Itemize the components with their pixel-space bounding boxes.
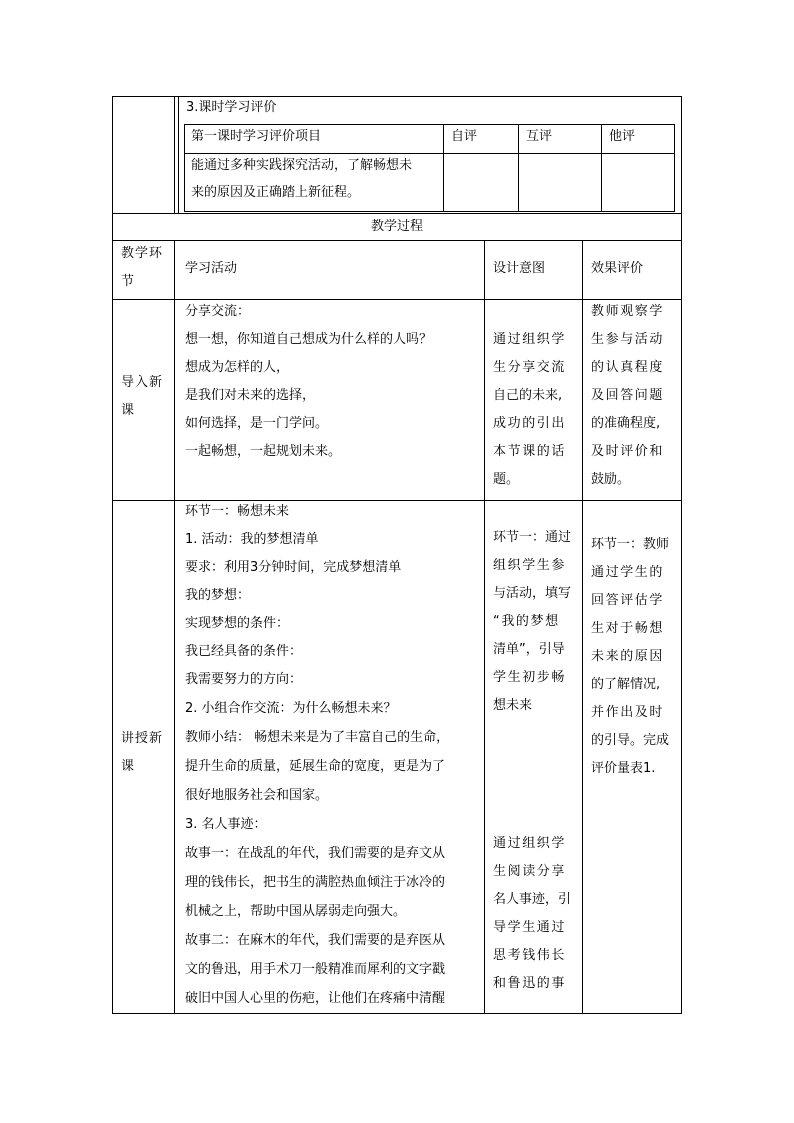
row2-intent-b-line-1: 通过组织学	[493, 836, 567, 851]
row2-intent-b-line-5: 思考钱伟长	[493, 948, 567, 963]
process-title-top	[112, 213, 682, 214]
row2-intent-a-line-1: 环节一：通过	[493, 530, 572, 545]
row2-intent-b-line-2: 生阅读分享	[493, 864, 567, 879]
row1-effect-line-4: 及回答问题	[591, 388, 665, 403]
row1-effect-line-5: 的准确程度,	[591, 416, 661, 431]
process-title: 教学过程	[370, 219, 423, 234]
col-header-stage-line-2: 节	[121, 274, 135, 289]
row1-intent-line-1: 通过组织学	[493, 332, 567, 347]
eval-col-5	[674, 124, 675, 212]
row1-effect-line-7: 鼓励。	[591, 472, 631, 487]
row2-activity-line-11: 很好地服务社会和国家。	[185, 788, 329, 803]
eval-header-self: 自评	[451, 129, 478, 144]
eval-row-item-line-2: 来的原因及正确踏上新征程。	[191, 185, 361, 200]
process-col-2	[484, 240, 485, 1014]
row2-intent-b-line-3: 名人事迹，引	[493, 892, 572, 907]
row2-effect-line-3: 回答评估学	[591, 593, 665, 608]
row1-intent-line-6: 题。	[493, 472, 520, 487]
row2-activity-line-13: 故事一：在战乱的年代，我们需要的是弃文从	[185, 846, 446, 861]
row2-activity-line-16: 故事二：在麻木的年代，我们需要的是弃医从	[185, 933, 446, 948]
process-col-3	[582, 240, 583, 1014]
row1-bottom	[112, 500, 682, 501]
row2-activity-line-7: 我需要努力的方向：	[185, 672, 303, 687]
col-header-intent: 设计意图	[493, 261, 546, 276]
row2-activity-line-8: 2. 小组合作交流：为什么畅想未来？	[185, 701, 397, 716]
row2-effect-line-6: 的了解情况,	[591, 677, 661, 692]
row1-activity-line-6: 一起畅想，一起规划未来。	[185, 444, 342, 459]
row2-intent-a-line-5: 清单”，引导	[493, 642, 565, 657]
row2-activity-line-2: 1. 活动：我的梦想清单	[185, 532, 319, 547]
row2-intent-a-line-7: 想未来	[493, 698, 533, 713]
row2-intent-a-line-3: 与活动，填写	[493, 586, 572, 601]
row1-intent-line-4: 成功的引出	[493, 416, 567, 431]
row1-intent-line-5: 本节课的话	[493, 444, 567, 459]
row2-activity-line-1: 环节一：畅想未来	[185, 504, 290, 519]
eval-header-mutual: 互评	[526, 129, 553, 144]
column-header-bottom	[112, 299, 682, 300]
row1-intent-line-2: 生分享交流	[493, 360, 567, 375]
row2-effect-line-4: 生对于畅想	[591, 621, 665, 636]
row2-effect-line-2: 通过学生的	[591, 565, 665, 580]
row2-stage-line-2: 课	[121, 759, 135, 774]
row2-activity-line-14: 理的钱伟长，把书生的满腔热血倾注于冰冷的	[185, 875, 446, 890]
row2-effect-line-8: 的引导。完成	[591, 733, 670, 748]
row2-intent-a-line-2: 组织学生参	[493, 558, 567, 573]
row2-activity-line-10: 提升生命的质量，延展生命的宽度，更是为了	[185, 759, 446, 774]
eval-col-2	[443, 124, 444, 212]
eval-heading: 3.课时学习评价	[186, 100, 277, 115]
eval-col-1	[184, 124, 185, 212]
row2-effect-line-7: 并作出及时	[591, 705, 665, 720]
col-header-activity: 学习活动	[185, 261, 238, 276]
row1-activity-line-4: 是我们对未来的选择，	[185, 388, 316, 403]
eval-col-3	[518, 124, 519, 212]
row1-stage-line-1: 导入新	[121, 375, 164, 390]
row2-intent-a-line-4: “我的梦想	[493, 614, 560, 629]
row1-activity-line-1: 分享交流：	[185, 304, 251, 319]
row2-activity-line-9: 教师小结： 畅想未来是为了丰富自己的生命，	[185, 730, 450, 745]
row2-activity-line-4: 我的梦想：	[185, 588, 251, 603]
row2-intent-b-line-4: 导学生通过	[493, 920, 567, 935]
process-col-1	[174, 240, 175, 1014]
row2-activity-line-6: 我已经具备的条件：	[185, 644, 303, 659]
row1-effect-line-6: 及时评价和	[591, 444, 665, 459]
row1-intent-line-3: 自己的未来,	[493, 388, 563, 403]
row2-effect-line-5: 未来的原因	[591, 649, 665, 664]
row2-activity-line-17: 文的鲁迅，用手术刀一般精准而犀利的文字戳	[185, 962, 446, 977]
row2-effect-line-9: 评价量表1.	[591, 761, 656, 776]
col-header-effect: 效果评价	[591, 261, 644, 276]
row2-stage-line-1: 讲授新	[121, 731, 164, 746]
row1-effect-line-3: 的认真程度	[591, 360, 665, 375]
outer-top-border	[112, 96, 682, 97]
row1-activity-line-3: 想成为怎样的人，	[185, 360, 290, 375]
eval-header-other: 他评	[609, 129, 636, 144]
row1-effect-line-2: 生参与活动	[591, 332, 665, 347]
eval-row-item-line-1: 能通过多种实践探究活动，了解畅想未	[191, 158, 413, 173]
row2-activity-line-15: 机械之上，帮助中国从孱弱走向强大。	[185, 904, 407, 919]
row2-activity-line-18: 破旧中国人心里的伤疤，让他们在疼痛中清醒	[185, 991, 446, 1006]
outer-bottom-border	[112, 1013, 682, 1014]
row1-stage-line-2: 课	[121, 403, 135, 418]
eval-left-divider-2	[178, 96, 179, 213]
row1-effect-line-1: 教师观察学	[591, 304, 665, 319]
row1-activity-line-5: 如何选择，是一门学问。	[185, 416, 329, 431]
row2-activity-line-5: 实现梦想的条件：	[185, 616, 290, 631]
row2-activity-line-3: 要求：利用3分钟时间，完成梦想清单	[185, 560, 402, 575]
process-title-bottom	[112, 240, 682, 241]
row2-activity-line-12: 3. 名人事迹：	[185, 817, 267, 832]
row2-effect-line-1: 环节一：教师	[591, 537, 670, 552]
col-header-stage-line-1: 教学环	[121, 246, 164, 261]
row1-activity-line-2: 想一想，你知道自己想成为什么样的人吗？	[185, 332, 433, 347]
row2-intent-a-line-6: 学生初步畅	[493, 670, 567, 685]
eval-left-divider	[174, 96, 175, 213]
eval-col-4	[601, 124, 602, 212]
eval-header-item: 第一课时学习评价项目	[191, 129, 322, 144]
row2-intent-b-line-6: 和鲁迅的事	[493, 976, 567, 991]
